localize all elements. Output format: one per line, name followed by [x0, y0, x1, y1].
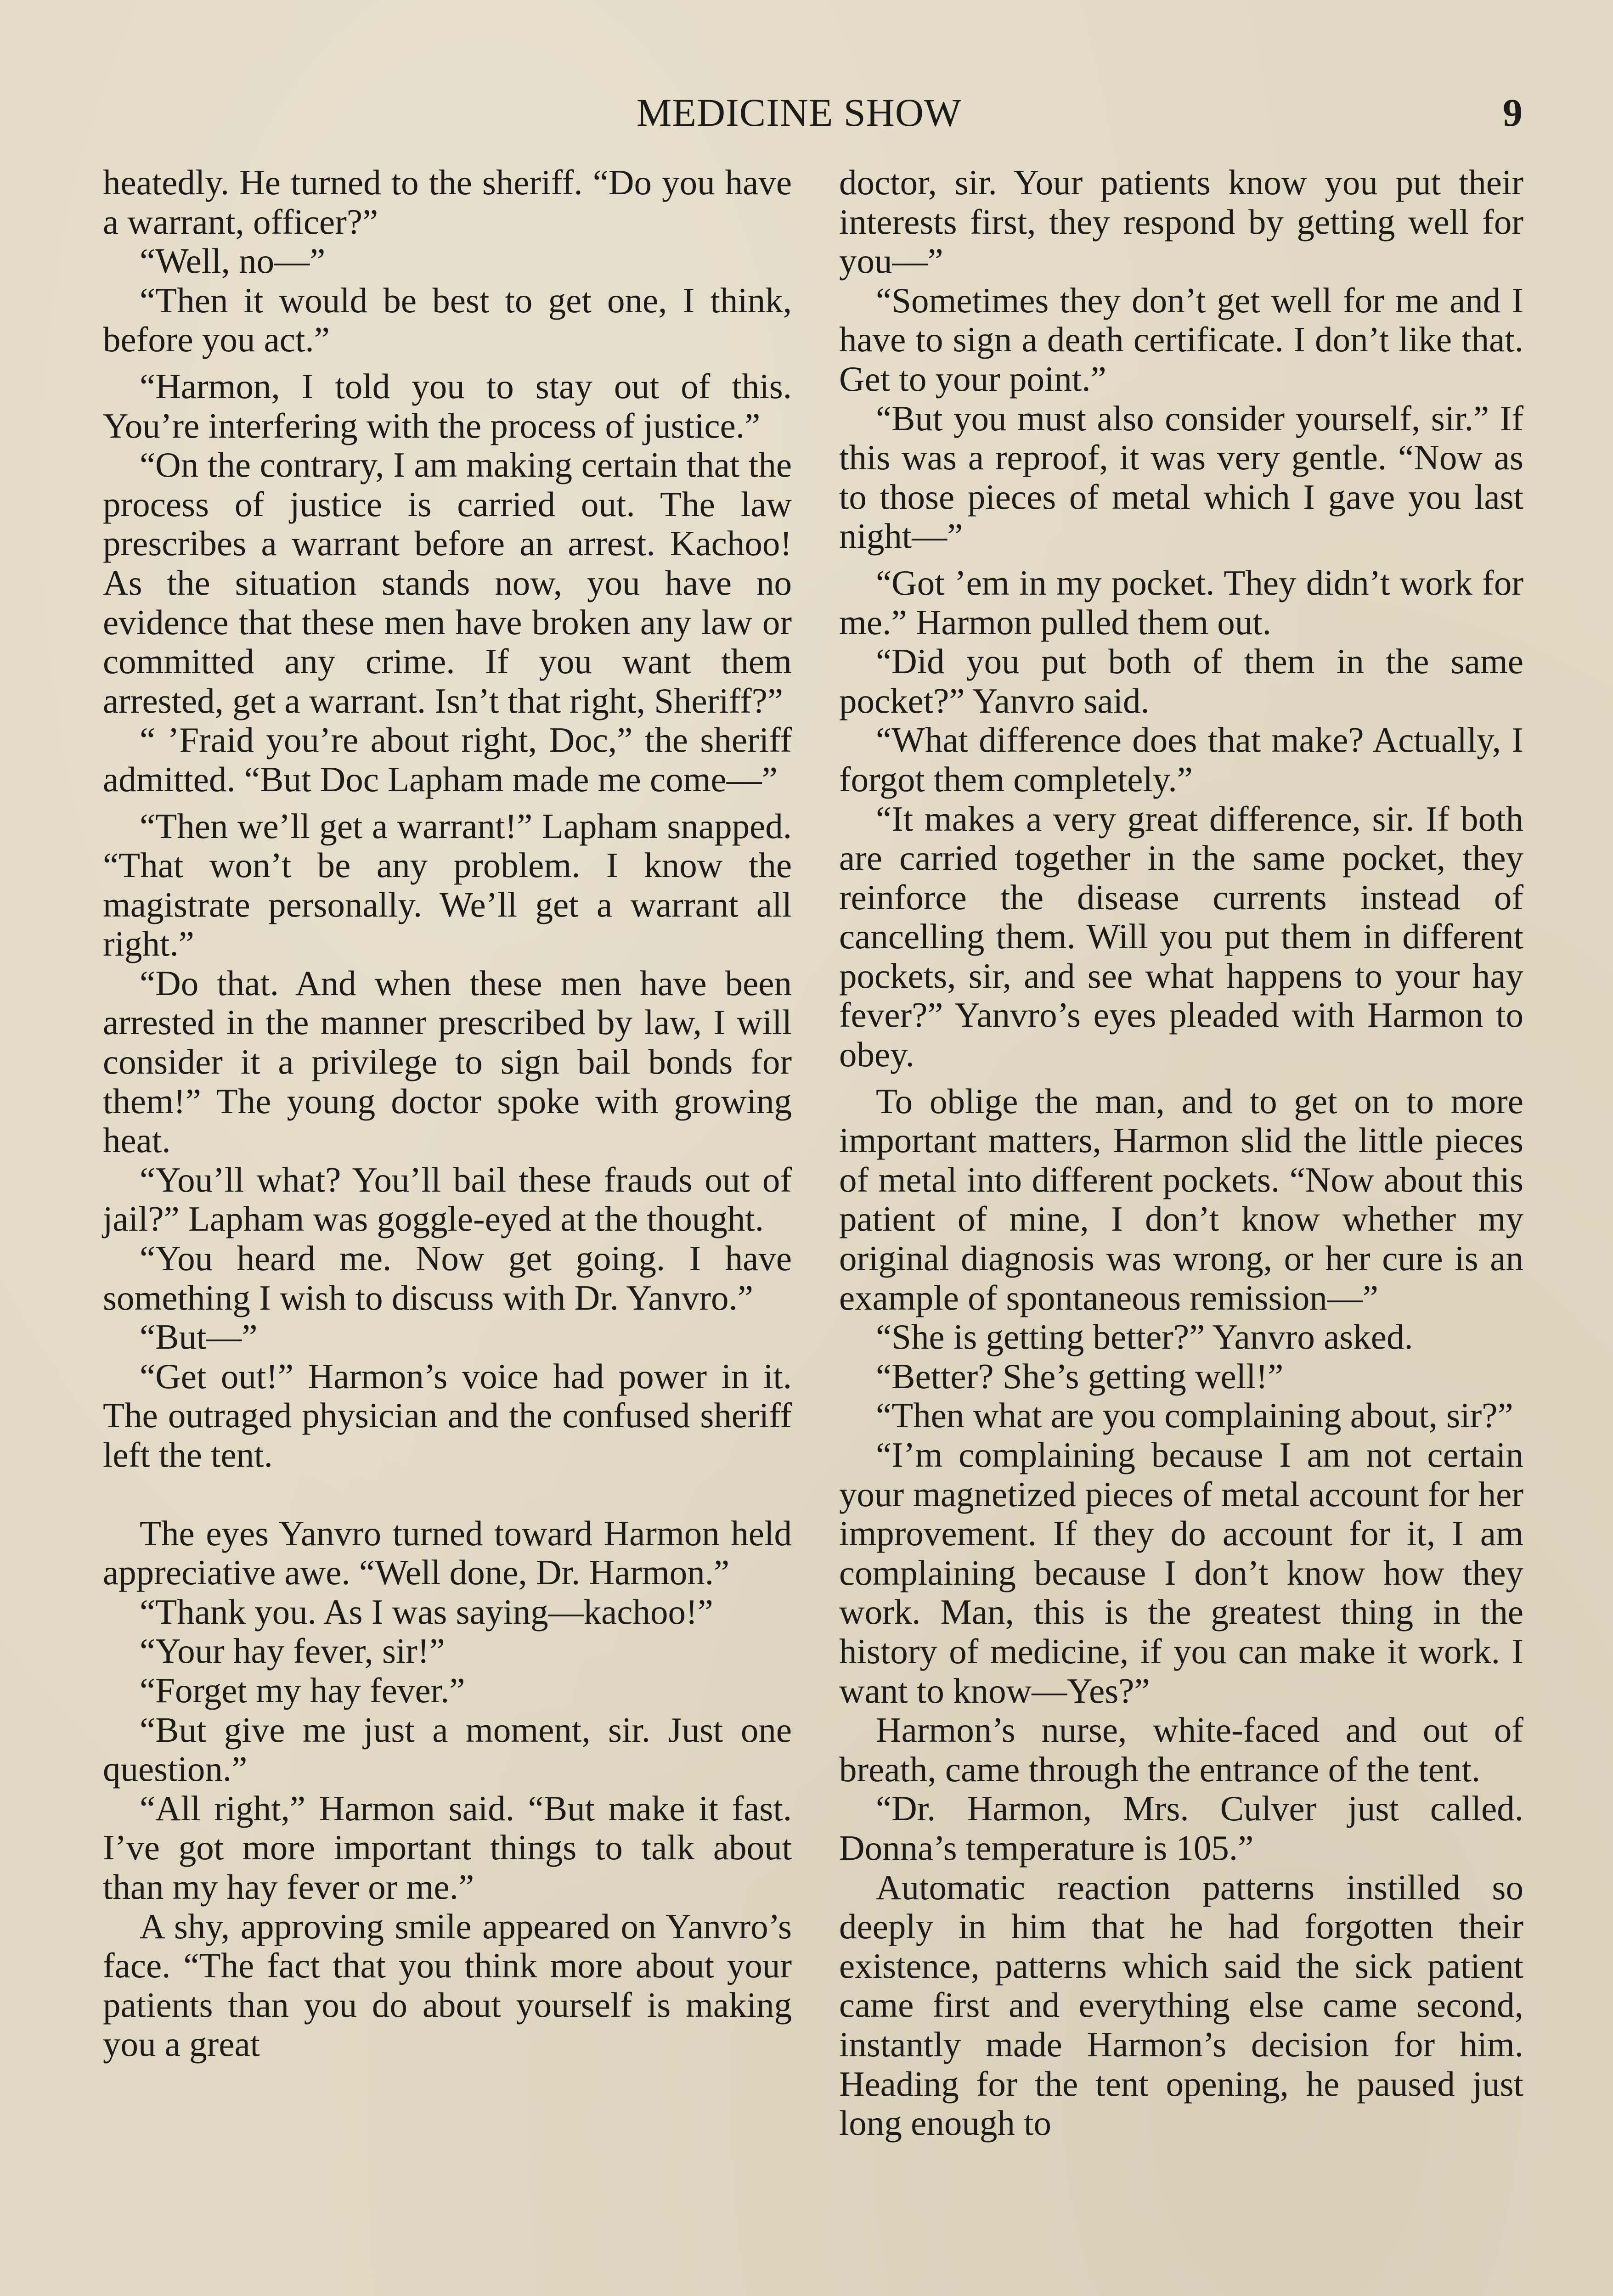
page-header: [0, 90, 1613, 145]
paragraph: “You heard me. Now get going. I have something I wish to discuss with Dr. Yanvro.”: [103, 1238, 792, 1317]
page-number: 9: [1503, 90, 1523, 135]
paragraph: “But—”: [140, 1317, 258, 1357]
paragraph: “Harmon, I told you to stay out of this. You’re interfering with the process of justice.”: [103, 366, 792, 445]
paragraph: “I’m complaining because I am not certain your magnetized pieces of metal account for her improvement. If they do account for it, I am complaining because I don’t know how they work. Man, this is the greatest thing in the history of medicine, if you can make it work. I want to know—Yes?”: [839, 1435, 1523, 1711]
paragraph: “You’ll what? You’ll bail these frauds out of jail?” Lapham was goggle-eyed at the thought.: [103, 1159, 792, 1239]
paragraph: heatedly. He turned to the sheriff. “Do you have a warrant, officer?”: [103, 163, 792, 242]
paragraph: “ ’Fraid you’re about right, Doc,” the sheriff admitted. “But Doc Lapham made me come—”: [103, 720, 792, 799]
paragraph: The eyes Yanvro turned toward Harmon held appreciative awe. “Well done, Dr. Harmon.”: [103, 1513, 792, 1593]
paragraph: “Dr. Harmon, Mrs. Culver just called. Donna’s temperature is 105.”: [839, 1789, 1523, 1868]
paragraph: “On the contrary, I am making certain that the process of justice is carried out. The law prescribes a warrant before an arrest. Kachoo! As the situation stands now, you have no evidence that these men have broken any law or committed any crime. If you want them arrested, get a warrant. Isn’t that right, Sheriff?”: [103, 445, 792, 720]
paragraph: “Thank you. As I was saying—kachoo!”: [140, 1592, 713, 1632]
paragraph: “She is getting better?” Yanvro asked.: [876, 1317, 1413, 1357]
left-column: [103, 163, 792, 2064]
paragraph: Harmon’s nurse, white-faced and out of breath, came through the entrance of the tent.: [839, 1710, 1523, 1789]
paragraph: “Sometimes they don’t get well for me and I have to sign a death certificate. I don’t like that. Get to your point.”: [839, 280, 1523, 399]
paragraph: “But give me just a moment, sir. Just one question.”: [103, 1710, 792, 1789]
paragraph: “Get out!” Harmon’s voice had power in it. The outraged physician and the confused sheriff left the tent.: [103, 1356, 792, 1474]
paragraph: “Got ’em in my pocket. They didn’t work for me.” Harmon pulled them out.: [839, 563, 1523, 642]
paragraph: “Your hay fever, sir!”: [140, 1631, 445, 1671]
paragraph: “Did you put both of them in the same pocket?” Yanvro said.: [839, 642, 1523, 720]
paragraph: Automatic reaction patterns instilled so deeply in him that he had forgotten their existence, patterns which said the sick patient came first and everything else came second, instantly made Harmon’s decision for him. Heading for the tent opening, he paused just long enough to: [839, 1867, 1523, 2143]
paragraph: “Do that. And when these men have been arrested in the manner prescribed by law, I will consider it a privilege to sign bail bonds for them!” The young doctor spoke with growing heat.: [103, 963, 792, 1160]
paragraph: “Well, no—”: [140, 241, 326, 281]
paragraph: “Then we’ll get a warrant!” Lapham snapped. “That won’t be any problem. I know the magistrate personally. We’ll get a warrant all right.”: [103, 806, 792, 964]
running-head: MEDICINE SHOW: [637, 90, 962, 135]
paragraph: “It makes a very great difference, sir. If both are carried together in the same pocket, they reinforce the disease currents instead of cancelling them. Will you put them in different pockets, sir, and see what happens to your hay fever?” Yanvro’s eyes pleaded with Harmon to obey.: [839, 799, 1523, 1075]
paragraph: “What difference does that make? Actually, I forgot them completely.”: [839, 720, 1523, 799]
paragraph: “Better? She’s getting well!”: [876, 1356, 1284, 1396]
paragraph: “Forget my hay fever.”: [140, 1670, 465, 1710]
paragraph: “But you must also consider yourself, sir.” If this was a reproof, it was very gentle. “Now as to those pieces of metal which I gave you last night—”: [839, 398, 1523, 556]
paragraph: “All right,” Harmon said. “But make it fast. I’ve got more important things to talk about than my hay fever or me.”: [103, 1788, 792, 1907]
paragraph: A shy, approving smile appeared on Yanvro’s face. “The fact that you think more about your patients than you do about yourself is making you a great: [103, 1906, 792, 2064]
right-column: [839, 163, 1523, 2143]
paragraph: To oblige the man, and to get on to more important matters, Harmon slid the little pieces of metal into different pockets. “Now about this patient of mine, I don’t know whether my original diagnosis was wrong, or her cure is an example of spontaneous remission—”: [839, 1081, 1523, 1317]
paragraph: “Then it would be best to get one, I think, before you act.”: [103, 280, 792, 360]
paragraph: “Then what are you complaining about, sir?”: [876, 1396, 1513, 1435]
paragraph: doctor, sir. Your patients know you put their interests first, they respond by getting well for you—”: [839, 163, 1523, 281]
